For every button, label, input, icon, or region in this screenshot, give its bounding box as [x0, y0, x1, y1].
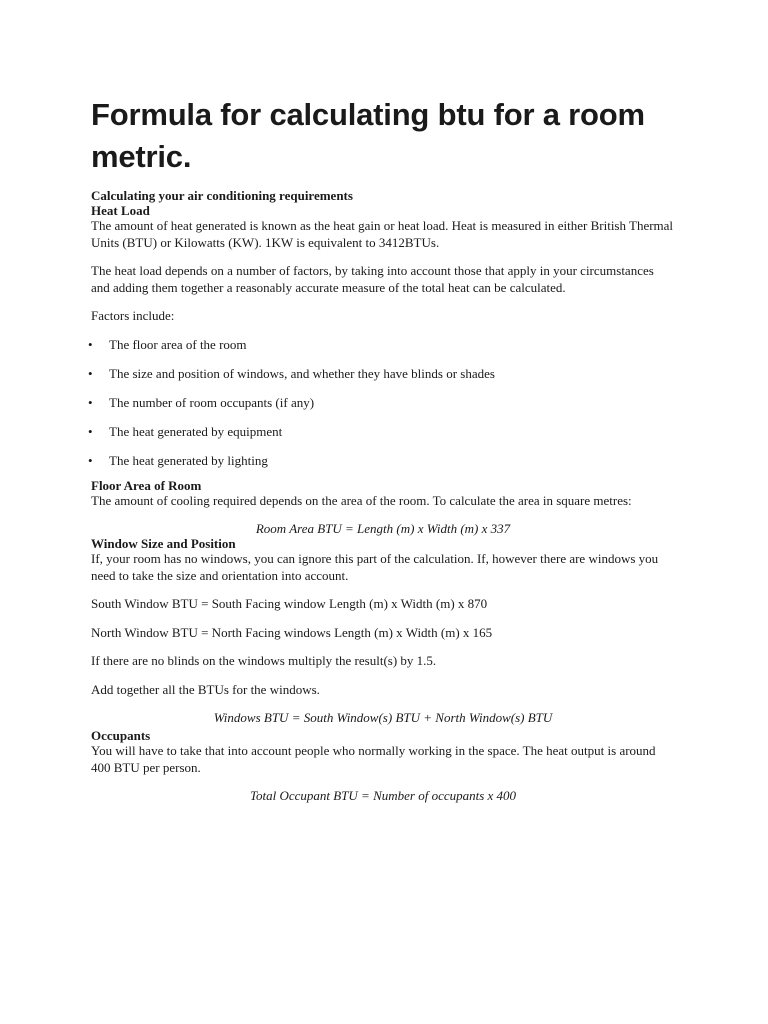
- list-item-text: The size and position of windows, and whether they have blinds or shades: [109, 365, 495, 381]
- heat-load-heading: Heat Load: [91, 203, 150, 218]
- document-page: [88, 94, 675, 803]
- room-area-formula: Room Area BTU = Length (m) x Width (m) x 337: [255, 521, 511, 536]
- blinds-note: If there are no blinds on the windows multiply the result(s) by 1.5.: [91, 653, 437, 668]
- intro-heading: Calculating your air conditioning requirements: [91, 188, 353, 203]
- heat-load-paragraph-1: The amount of heat generated is known as the heat gain or heat load. Heat is measured in either British Thermal Units (BTU) or Kilowatts (KW). 1KW is equivalent to 3412BTUs.: [91, 218, 674, 250]
- list-item: [88, 452, 675, 469]
- windows-btu-formula: Windows BTU = South Window(s) BTU + North Window(s) BTU: [213, 710, 553, 725]
- bullet-icon: •: [88, 365, 93, 381]
- list-item-text: The heat generated by lighting: [109, 452, 268, 468]
- list-item-text: The number of room occupants (if any): [109, 394, 315, 410]
- north-window-formula: North Window BTU = North Facing windows Length (m) x Width (m) x 165: [91, 624, 493, 640]
- add-windows-note: Add together all the BTUs for the windows.: [91, 681, 320, 697]
- occupant-btu-formula: Total Occupant BTU = Number of occupants x 400: [249, 788, 517, 803]
- floor-area-paragraph: The amount of cooling required depends on the area of the room. To calculate the area in square metres:: [91, 492, 632, 508]
- occupants-paragraph: You will have to take that into account people who normally working in the space. The heat output is around 400 BTU per person.: [91, 743, 656, 775]
- bullet-icon: •: [88, 423, 93, 439]
- bullet-icon: •: [88, 452, 93, 468]
- south-window-formula: South Window BTU = South Facing window Length (m) x Width (m) x 870: [91, 596, 488, 611]
- floor-area-heading: Floor Area of Room: [91, 477, 202, 493]
- list-item: [88, 423, 675, 440]
- window-paragraph: If, your room has no windows, you can ignore this part of the calculation. If, however there are windows you need to take the size and orientation into account.: [91, 551, 659, 583]
- heat-load-paragraph-2: The heat load depends on a number of factors, by taking into account those that apply in your circumstances and adding them together a reasonably accurate measure of the total heat can be calculated.: [91, 263, 654, 295]
- list-item-text: The heat generated by equipment: [109, 423, 283, 439]
- factors-label: Factors include:: [91, 308, 175, 323]
- factors-list: [88, 336, 675, 469]
- occupants-heading: Occupants: [91, 728, 151, 743]
- bullet-icon: •: [88, 394, 93, 410]
- list-item: [88, 394, 675, 411]
- page-title: Formula for calculating btu for a room metric.: [91, 97, 645, 174]
- bullet-icon: •: [88, 336, 93, 352]
- list-item: [88, 336, 675, 353]
- list-item-text: The floor area of the room: [109, 336, 247, 352]
- window-heading: Window Size and Position: [91, 536, 236, 551]
- list-item: [88, 365, 675, 382]
